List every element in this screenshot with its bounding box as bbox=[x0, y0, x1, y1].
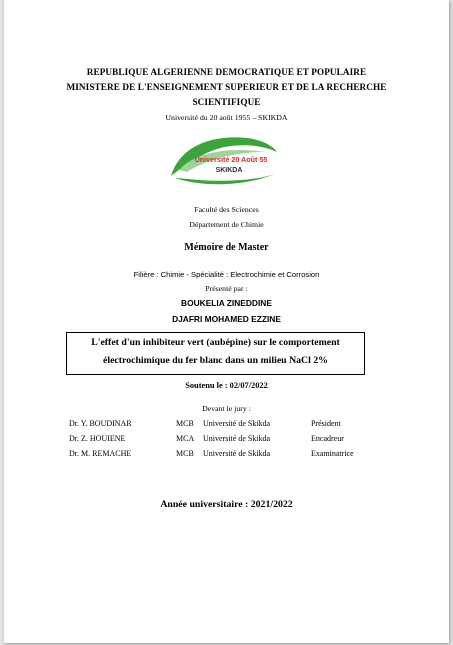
faculty: Faculté des Sciences bbox=[194, 205, 259, 214]
header-ministry: MINISTERE DE L'ENSEIGNEMENT SUPERIEUR ET DE LA RECHERCHE bbox=[66, 82, 387, 92]
defense-date: Soutenu le : 02/07/2022 bbox=[185, 381, 268, 390]
jury-name: Dr. Z. HOUIENE bbox=[69, 434, 126, 443]
thesis-title-box bbox=[66, 332, 365, 375]
header-university: Université du 20 août 1955 – SKIKDA bbox=[165, 113, 288, 122]
department: Département de Chimie bbox=[189, 220, 264, 229]
document-page bbox=[4, 0, 449, 643]
thesis-title-line2: électrochimique du fer blanc dans un milieu NaCl 2% bbox=[103, 355, 328, 366]
academic-year: Année universitaire : 2021/2022 bbox=[160, 499, 293, 510]
author-1: BOUKELIA ZINEDDINE bbox=[181, 298, 272, 308]
jury-institution: Université de Skikda bbox=[203, 449, 271, 458]
university-logo-icon bbox=[169, 130, 281, 190]
jury-role: Président bbox=[311, 419, 341, 428]
jury-name: Dr. Y. BOUDINAR bbox=[69, 419, 132, 428]
jury-grade: MCB bbox=[176, 449, 194, 458]
svg-text:SKIKDA: SKIKDA bbox=[215, 167, 243, 174]
svg-text:Université 20 Août 55: Université 20 Août 55 bbox=[194, 155, 268, 164]
filiere: Filière : Chimie - Spécialité : Electrochimie et Corrosion bbox=[133, 270, 320, 279]
header-republic: REPUBLIQUE ALGERIENNE DEMOCRATIQUE ET POPULAIRE bbox=[86, 67, 367, 77]
jury-role: Examinatrice bbox=[311, 449, 354, 458]
jury-institution: Université de Skikda bbox=[203, 419, 271, 428]
document-type: Mémoire de Master bbox=[184, 242, 269, 253]
author-2: DJAFRI MOHAMED EZZINE bbox=[172, 314, 281, 324]
jury-institution: Université de Skikda bbox=[203, 434, 271, 443]
presented-by: Présenté par : bbox=[205, 284, 248, 293]
jury-name: Dr. M. REMACHE bbox=[69, 449, 132, 458]
jury-heading: Devant le jury : bbox=[202, 404, 251, 413]
university-logo bbox=[169, 130, 281, 190]
thesis-title-line1: L'effet d'un inhibiteur vert (aubépine) sur le comportement bbox=[91, 337, 340, 348]
jury-role: Encadreur bbox=[311, 434, 344, 443]
header-scientifique: SCIENTIFIQUE bbox=[192, 97, 261, 107]
jury-grade: MCB bbox=[176, 419, 194, 428]
jury-grade: MCA bbox=[176, 434, 195, 443]
